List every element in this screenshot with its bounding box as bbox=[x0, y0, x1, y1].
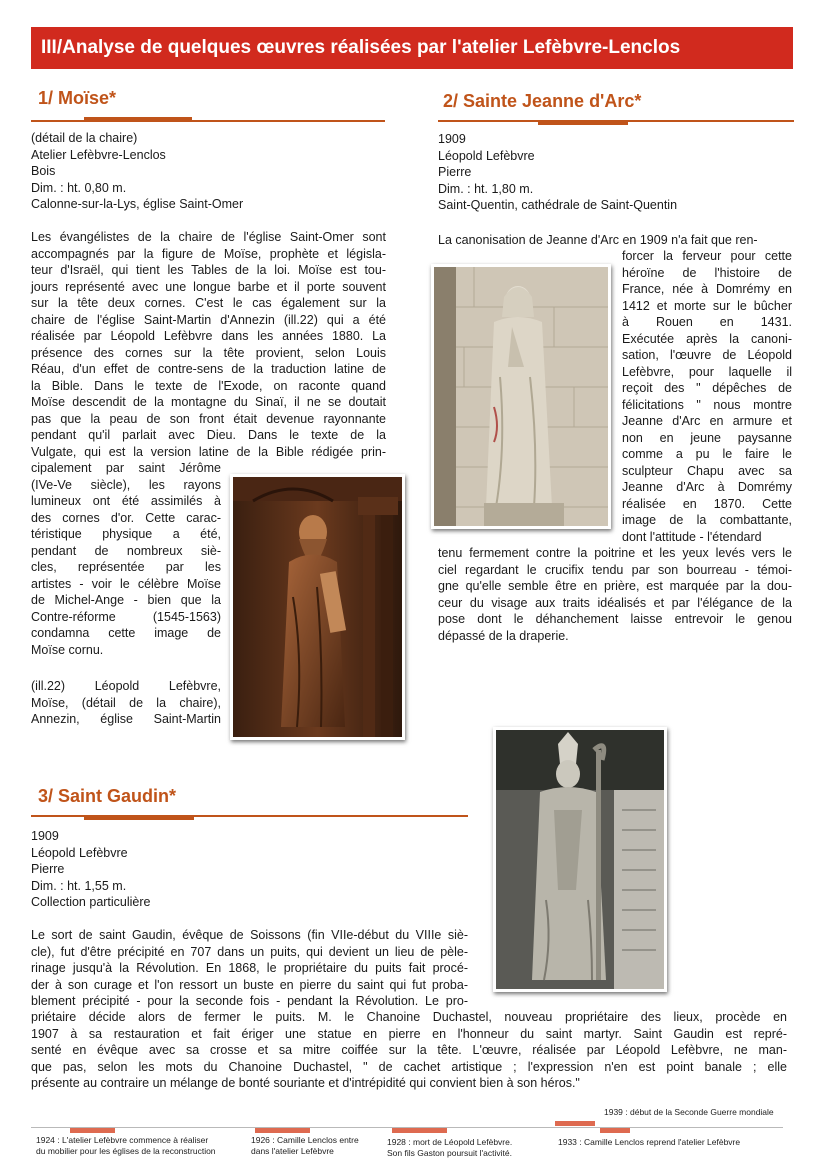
meta-line: Collection particulière bbox=[31, 895, 151, 909]
text-line: Exécutée après la canoni- bbox=[622, 331, 792, 346]
section-1-title: 1/ Moïse* bbox=[38, 88, 117, 108]
text-line: à Rouen en 1431. bbox=[622, 315, 792, 329]
timeline-bar-1924 bbox=[70, 1128, 115, 1133]
text-line: accompagnés par la figure de Moïse, prophète et législa- bbox=[31, 246, 386, 261]
text-line: dont l'attitude - l'étendard bbox=[622, 529, 762, 544]
text-line: cle), fut d'être précipité en 707 dans un puits, qui devient un lieu de pèle- bbox=[31, 944, 468, 959]
text-line: senté en évêque avec sa crosse et sa mitre coiffée sur la tête. L'œuvre, réalisée par Léopold Lefèbvre, ne man- bbox=[31, 1043, 787, 1057]
text-line: comme a pu le faire le bbox=[622, 447, 792, 461]
text-line: der à son curage et l'on ressort un buste en pierre du saint qui fut proba- bbox=[31, 977, 468, 992]
text-line: tenu fermement contre la poitrine et les yeux levés vers le bbox=[438, 546, 792, 560]
meta-line: 1909 bbox=[438, 132, 466, 146]
text-line: image de la combattante, bbox=[622, 513, 792, 527]
meta-line: Dim. : ht. 0,80 m. bbox=[31, 180, 127, 195]
jeanne-photo bbox=[431, 264, 611, 529]
meta-line: Calonne-sur-la-Lys, église Saint-Omer bbox=[31, 197, 244, 211]
text-line: Les évangélistes de la chaire de l'église Saint-Omer sont bbox=[31, 230, 386, 244]
text-line: pas que la peau de son front était devenue rayonnante bbox=[31, 411, 386, 426]
section-2-meta bbox=[438, 131, 677, 214]
section-1-meta bbox=[31, 130, 243, 213]
timeline-line: Son fils Gaston poursuit l'activité. bbox=[387, 1148, 512, 1158]
text-line: Jeanne d'Arc en armure et bbox=[622, 414, 792, 428]
meta-line: Atelier Lefèbvre-Lenclos bbox=[31, 147, 166, 162]
section-1-rule bbox=[31, 120, 385, 122]
text-line: condamna cette image de bbox=[31, 626, 221, 640]
section-3-meta bbox=[31, 828, 151, 911]
meta-line: Léopold Lefèbvre bbox=[438, 148, 535, 163]
text-line: présence des cornes sur la tête provient, selon Louis bbox=[31, 345, 386, 360]
text-line: Moïse descendit de la montagne du Sinaï, il ne se doutait bbox=[31, 395, 386, 409]
text-line: ceur du visage aux traits idéalisés et par l'élégance de la bbox=[438, 595, 792, 610]
text-line: blement précipité - pour la seconde fois - pendant la Révolution. Le pro- bbox=[31, 994, 468, 1008]
meta-line: 1909 bbox=[31, 829, 59, 843]
text-line: Réau, d'un effet de contre-sens de la traduction latine de bbox=[31, 362, 386, 376]
moise-photo bbox=[230, 474, 405, 740]
text-line: pose dont le déhanchement laisse entrevoir le genou bbox=[438, 612, 792, 626]
timeline-line: 1924 : L'atelier Lefèbvre commence à réaliser bbox=[36, 1135, 209, 1145]
text-line: Moïse, (détail de la chaire), bbox=[31, 695, 221, 710]
text-line: jours représenté avec une longue barbe et il porte souvent bbox=[31, 279, 386, 294]
section-2-text bbox=[622, 248, 792, 545]
text-line: ciel regardant le crucifix tendu par son bourreau - témoi- bbox=[438, 562, 792, 577]
text-line: lumineux ont été assimilés à bbox=[31, 494, 221, 508]
text-line: que pas, selon les mots du Chanoine Duchastel, " de cachet artistique ; l'expression n'en est point banale ; elle bbox=[31, 1059, 787, 1074]
text-line: des cornes d'or. Cette carac- bbox=[31, 510, 221, 525]
timeline-event-1926 bbox=[251, 1135, 359, 1157]
meta-line: Dim. : ht. 1,55 m. bbox=[31, 878, 127, 893]
text-line: Jeanne d'Arc à Domrémy bbox=[622, 480, 792, 494]
section-2-rule-accent bbox=[538, 120, 628, 125]
section-2-text-continued bbox=[438, 545, 792, 644]
moise-carving-image bbox=[233, 477, 402, 737]
text-line: pendant de nombreux siè- bbox=[31, 543, 221, 558]
text-line: 1412 et morte sur le bûcher bbox=[622, 298, 792, 313]
text-line: (ill.22) Léopold Lefèbvre, bbox=[31, 679, 221, 693]
timeline-bar-1939 bbox=[555, 1121, 595, 1126]
timeline-event-1933: 1933 : Camille Lenclos reprend l'atelier Lefèbvre bbox=[558, 1137, 741, 1147]
timeline-bar-1928 bbox=[392, 1128, 447, 1133]
text-line: pendant qu'il parlait avec Dieu. Dans le texte de la bbox=[31, 428, 386, 442]
timeline-event-1939: 1939 : début de la Seconde Guerre mondiale bbox=[604, 1107, 774, 1117]
text-line: reçoit des " dépêches de bbox=[622, 381, 792, 395]
section-1-caption bbox=[31, 678, 221, 728]
timeline-event-1928 bbox=[387, 1137, 512, 1159]
text-line: chaire de l'église Saint-Martin d'Annezin (ill.22) qui a été bbox=[31, 312, 386, 327]
section-1-text bbox=[31, 229, 386, 460]
text-line: Le sort de saint Gaudin, évêque de Soissons (fin VIIe-début du VIIIe siè- bbox=[31, 928, 468, 942]
timeline-bar-1926 bbox=[255, 1128, 310, 1133]
timeline-event-1924 bbox=[36, 1135, 216, 1157]
timeline-bar-1933 bbox=[600, 1128, 630, 1133]
section-3-text-continued bbox=[31, 1009, 787, 1092]
meta-line: Saint-Quentin, cathédrale de Saint-Quentin bbox=[438, 198, 678, 212]
text-line: (IVe-Ve siècle), les rayons bbox=[31, 477, 221, 492]
meta-line: Bois bbox=[31, 164, 56, 178]
text-line: présente au contraire un mélange de bonté souriante et d'intrépidité qui convient bien à son héros." bbox=[31, 1076, 580, 1090]
text-line: félicitations " nous montre bbox=[622, 397, 792, 412]
text-line: forcer la ferveur pour cette bbox=[622, 249, 792, 263]
timeline-line: 1926 : Camille Lenclos entre bbox=[251, 1135, 359, 1145]
timeline-line: 1928 : mort de Léopold Lefèbvre. bbox=[387, 1137, 513, 1147]
section-2-title: 2/ Sainte Jeanne d'Arc* bbox=[443, 91, 642, 111]
meta-line: (détail de la chaire) bbox=[31, 131, 138, 145]
timeline-line: du mobilier pour les églises de la reconstruction bbox=[36, 1146, 216, 1156]
page-banner: III/Analyse de quelques œuvres réalisées par l'atelier Lefèbvre-Lenclos bbox=[31, 27, 793, 69]
text-line: de Michel-Ange - bien que la bbox=[31, 593, 221, 607]
text-line: Lefèbvre, pour laquelle il bbox=[622, 364, 792, 379]
text-line: héroïne de l'histoire de bbox=[622, 265, 792, 280]
text-line: France, née à Domrémy en bbox=[622, 282, 792, 296]
text-line: 1907 à sa restauration et fait ériger une statue en pierre en l'honneur du saint martyr. Saint Gaudin est repré- bbox=[31, 1026, 787, 1041]
timeline-line: dans l'atelier Lefèbvre bbox=[251, 1146, 334, 1156]
text-line: sculpteur Chapu avec sa bbox=[622, 463, 792, 478]
meta-line: Pierre bbox=[438, 165, 472, 179]
text-line: cles, représentée par les bbox=[31, 560, 221, 574]
text-line: teur d'Israël, qui tient les Tables de la loi. Moïse est tou- bbox=[31, 263, 386, 277]
text-line: Annezin, église Saint-Martin bbox=[31, 712, 221, 726]
section-3-rule bbox=[31, 815, 468, 817]
text-line: sation, l'œuvre de Léopold bbox=[622, 348, 792, 362]
text-line: la Bible. Dans le texte de l'Exode, on raconte quand bbox=[31, 378, 386, 393]
text-line: priétaire décide alors de fermer le puits. M. le Chanoine Duchastel, nouveau propriétaire des lieux, procède en bbox=[31, 1010, 787, 1024]
text-line: gne qu'elle semble être en prière, est marquée par la dou- bbox=[438, 579, 792, 593]
gaudin-statue-image bbox=[496, 730, 664, 989]
text-line: artistes - voir le célèbre Moïse bbox=[31, 576, 221, 591]
section-3-text bbox=[31, 927, 468, 1010]
text-line: non en jeune paysanne bbox=[622, 430, 792, 445]
meta-line: Dim. : ht. 1,80 m. bbox=[438, 181, 534, 196]
text-line: réalisée en 1870. Cette bbox=[622, 496, 792, 511]
section-3-title: 3/ Saint Gaudin* bbox=[38, 786, 177, 806]
gaudin-photo bbox=[493, 727, 667, 992]
section-1-text-continued bbox=[31, 460, 221, 658]
text-line: rinage jusqu'à la Révolution. En 1868, le propriétaire du puits fait procé- bbox=[31, 961, 468, 975]
text-line: téristique physique a été, bbox=[31, 527, 221, 541]
section-2-first-line: La canonisation de Jeanne d'Arc en 1909 n'a fait que ren- bbox=[438, 233, 758, 247]
meta-line: Léopold Lefèbvre bbox=[31, 845, 128, 860]
text-line: cipalement par saint Jérôme bbox=[31, 461, 221, 475]
meta-line: Pierre bbox=[31, 862, 65, 876]
text-line: sur la tête deux cornes. C'est le cas également sur la bbox=[31, 296, 386, 310]
text-line: dépassé de la draperie. bbox=[438, 628, 569, 643]
jeanne-statue-image bbox=[434, 267, 608, 526]
text-line: Contre-réforme (1545-1563) bbox=[31, 609, 221, 624]
text-line: Moïse cornu. bbox=[31, 642, 104, 657]
text-line: réalisée par Léopold Lefèbvre dans les années 1880. La bbox=[31, 329, 386, 343]
text-line: Vulgate, qui est la version latine de la Bible rédigée prin- bbox=[31, 444, 386, 459]
